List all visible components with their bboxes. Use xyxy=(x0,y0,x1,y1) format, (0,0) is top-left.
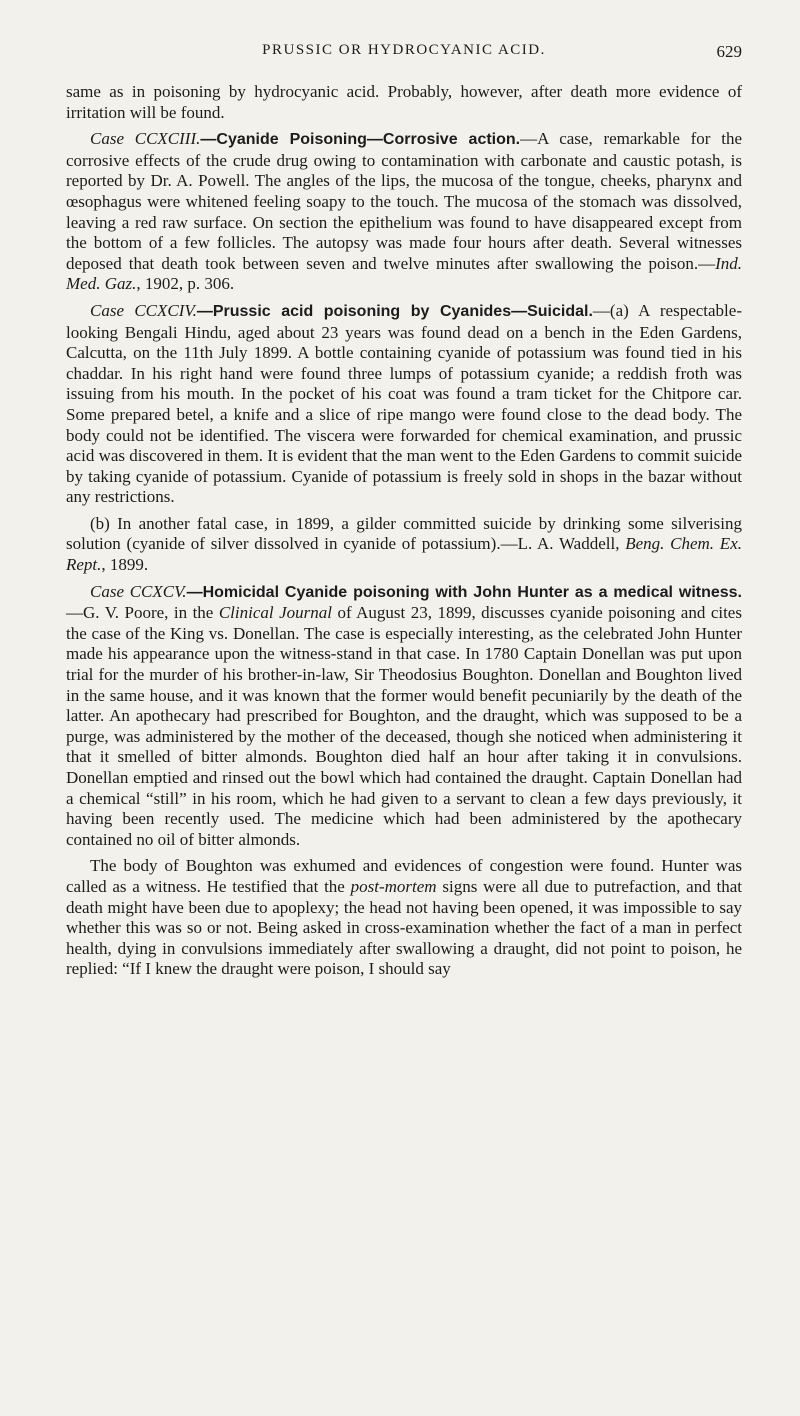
citation: post-mortem xyxy=(350,876,437,896)
case-203-paragraph xyxy=(66,129,742,295)
case-204-paragraph-a xyxy=(66,301,742,508)
case-205-paragraph-continued xyxy=(66,856,742,980)
case-heading: —Cyanide Poisoning—Corrosive action. xyxy=(200,131,521,149)
case-body: The body of Boughton was exhumed and evidences of congestion were found. Hunter was called as a witness. He testified that the xyxy=(66,856,742,896)
citation: Clinical Journal xyxy=(218,603,332,623)
page-number: 629 xyxy=(716,42,742,61)
case-body: signs were all due to putrefaction, and that death might have been due to apoplexy; the head not having been opened, it was impossible to say whether this was so or not. Being asked in cross-examination whether the fact of a man in perfect health, dying in convulsions immediately after swallowing a draught, did not point to poison, he replied: “If I knew the draught were poison, I should say xyxy=(66,876,742,979)
case-label: Case CCXCV. xyxy=(90,581,187,601)
running-title: PRUSSIC OR HYDROCYANIC ACID. xyxy=(262,42,546,58)
case-label: Case CCXCIV. xyxy=(90,300,197,320)
case-body: —G. V. Poore, in the xyxy=(66,603,219,623)
intro-text: same as in poisoning by hydrocyanic acid. Probably, however, after death more evidence of irritation will be found. xyxy=(66,82,742,122)
case-body: —(a) A respectable-looking Bengali Hindu, aged about 23 years was found dead on a bench in the Eden Gardens, Calcutta, on the 11th July 1899. A bottle containing cyanide of potassium was found tied in his chaddar. In his right hand were found three lumps of potassium cyanide; a reddish froth was issuing from his mouth. In the pocket of his coat was found a tram ticket for the Chitpore car. Some prepared betel, a knife and a slice of ripe mango were found close to the dead body. The body could not be identified. The viscera were forwarded for chemical examination, and prussic acid was discovered in them. It is evident that the man went to the Eden Gardens to commit suicide by taking cyanide of potassium. Cyanide of potassium is freely sold in shops in the bazar without any restrictions. xyxy=(66,300,742,507)
case-body: , 1902, p. 306. xyxy=(136,274,235,294)
case-205-paragraph xyxy=(66,582,742,851)
citation: Ind. Med. Gaz. xyxy=(66,253,742,294)
case-body: —A case, remarkable for the corrosive effects of the crude drug owing to contamination with carbonate and caustic potash, is reported by Dr. A. Powell. The angles of the lips, the mucosa of the tongue, cheeks, pharynx and œsophagus were whitened feeling soapy to the touch. The mucosa of the stomach was dissolved, leaving a red raw surface. On section the epithelium was found to have disappeared except from the bottom of a few follicles. The autopsy was made four hours after death. Several witnesses deposed that death took between seven and twelve minutes after swallowing the poison.— xyxy=(66,129,742,273)
case-heading: —Prussic acid poisoning by Cyanides—Suicidal. xyxy=(196,302,593,320)
case-body: of August 23, 1899, discusses cyanide poisoning and cites the case of the King vs. Donellan. The case is especially interesting, as the celebrated John Hunter made his appearance upon the witness-stand in that case. In 1780 Captain Donellan was put upon trial for the murder of his brother-in-law, Sir Theodosius Boughton. Donellan and Boughton lived in the same house, and it was known that the former would benefit pecuniarily by the death of the latter. An apothecary had prescribed for Boughton, and the draught, which was supposed to be a purge, was administered by the mother of the deceased, though she noticed when administering it that it smelled of bitter almonds. Boughton died half an hour after taking it in convulsions. Donellan emptied and rinsed out the bowl which had contained the draught. Captain Donellan had a chemical “still” in his room, which he had given to a servant to clean a few days previously, it having been recently used. The medicine which had been administered by the apothecary contained no oil of bitter almonds. xyxy=(66,603,742,849)
intro-paragraph xyxy=(66,82,742,123)
case-204-paragraph-b xyxy=(66,514,742,576)
case-body: , 1899. xyxy=(101,555,149,575)
citation: Beng. Chem. Ex. Rept. xyxy=(66,534,742,575)
case-heading: —Homicidal Cyanide poisoning with John Hunter as a medical witness. xyxy=(186,583,743,601)
case-body: (b) In another fatal case, in 1899, a gilder committed suicide by drinking some silverising solution (cyanide of silver dissolved in cyanide of potassium).—L. A. Waddell, xyxy=(66,513,742,554)
case-label: Case CCXCIII. xyxy=(90,129,201,149)
running-header xyxy=(66,42,742,68)
